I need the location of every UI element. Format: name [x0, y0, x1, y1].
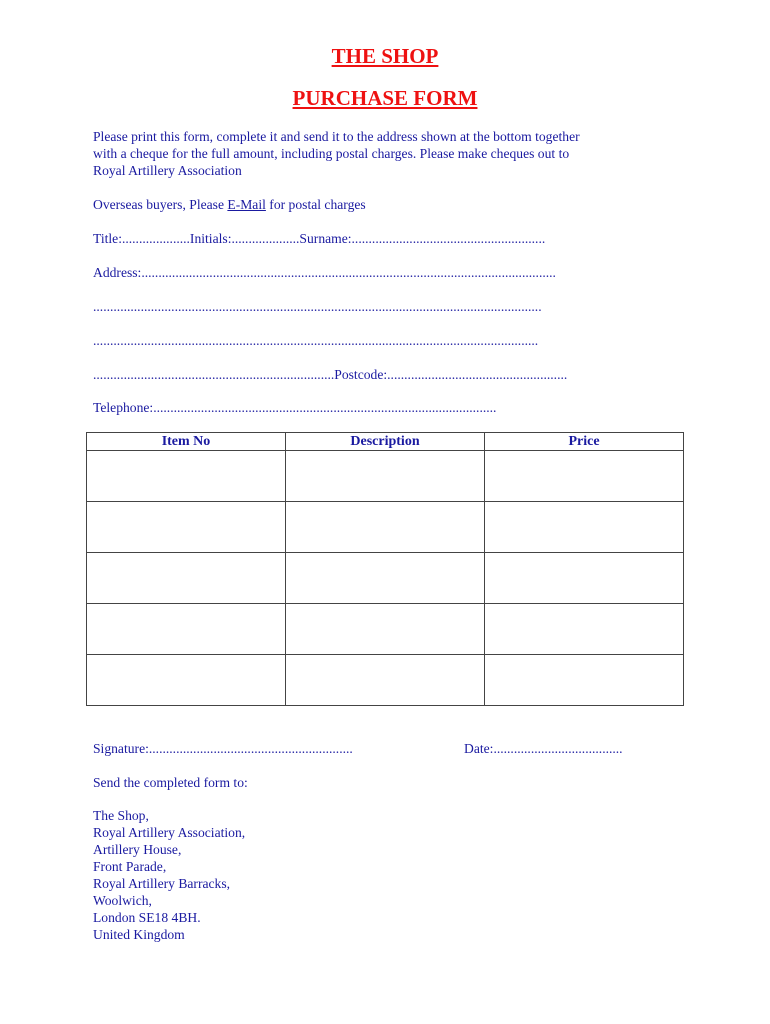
price-cell[interactable]: [485, 604, 684, 655]
table-row: [87, 451, 684, 502]
address-line: Front Parade,: [93, 859, 167, 874]
header-item-no: Item No: [87, 433, 286, 451]
description-cell[interactable]: [286, 655, 485, 706]
item-no-cell[interactable]: [87, 553, 286, 604]
postcode-field-line[interactable]: .......................................................................Postcode:.....................................................: [93, 367, 568, 382]
page-title: THE SHOP: [331, 44, 439, 68]
address-field-line-2[interactable]: ....................................................................................................................................: [93, 299, 542, 314]
description-cell[interactable]: [286, 502, 485, 553]
intro-line-2: with a cheque for the full amount, including postal charges. Please make cheques out to: [93, 146, 570, 161]
description-cell[interactable]: [286, 553, 485, 604]
table-header-row: [87, 433, 684, 451]
address-line: Artillery House,: [93, 842, 182, 857]
overseas-text-after: for postal charges: [265, 197, 366, 212]
price-cell[interactable]: [485, 553, 684, 604]
table-body: [87, 451, 684, 706]
item-no-cell[interactable]: [87, 502, 286, 553]
item-no-cell[interactable]: [87, 451, 286, 502]
address-line: Royal Artillery Barracks,: [93, 876, 231, 891]
address-line: London SE18 4BH.: [93, 910, 201, 925]
price-cell[interactable]: [485, 655, 684, 706]
header-price: Price: [485, 433, 684, 451]
overseas-note: [93, 196, 366, 213]
table-row: [87, 502, 684, 553]
table-row: [87, 655, 684, 706]
item-no-cell[interactable]: [87, 604, 286, 655]
send-to-label: Send the completed form to:: [93, 775, 248, 790]
header-description: Description: [286, 433, 485, 451]
address-line: The Shop,: [93, 808, 149, 823]
overseas-text-before: Overseas buyers, Please: [93, 197, 228, 212]
address-line: United Kingdom: [93, 927, 185, 942]
address-field-line-1[interactable]: Address:..........................................................................................................................: [93, 265, 556, 280]
table-row: [87, 553, 684, 604]
address-field-line-3[interactable]: ...................................................................................................................................: [93, 333, 539, 348]
name-field-line[interactable]: Title:....................Initials:....................Surname:.........................................................: [93, 231, 546, 246]
price-cell[interactable]: [485, 451, 684, 502]
email-link[interactable]: E-Mail: [227, 197, 266, 212]
description-cell[interactable]: [286, 604, 485, 655]
intro-line-3: Royal Artillery Association: [93, 163, 242, 178]
intro-line-1: Please print this form, complete it and send it to the address shown at the bottom together: [93, 129, 580, 144]
date-field-line[interactable]: Date:......................................: [464, 741, 623, 756]
table-row: [87, 604, 684, 655]
item-no-cell[interactable]: [87, 655, 286, 706]
signature-field-line[interactable]: Signature:............................................................: [93, 741, 353, 756]
page-subtitle: PURCHASE FORM: [292, 86, 478, 110]
postal-address: [93, 807, 245, 943]
price-cell[interactable]: [485, 502, 684, 553]
items-table: [86, 432, 684, 706]
telephone-field-line[interactable]: Telephone:.....................................................................................................: [93, 400, 497, 415]
description-cell[interactable]: [286, 451, 485, 502]
address-line: Woolwich,: [93, 893, 152, 908]
address-line: Royal Artillery Association,: [93, 825, 246, 840]
